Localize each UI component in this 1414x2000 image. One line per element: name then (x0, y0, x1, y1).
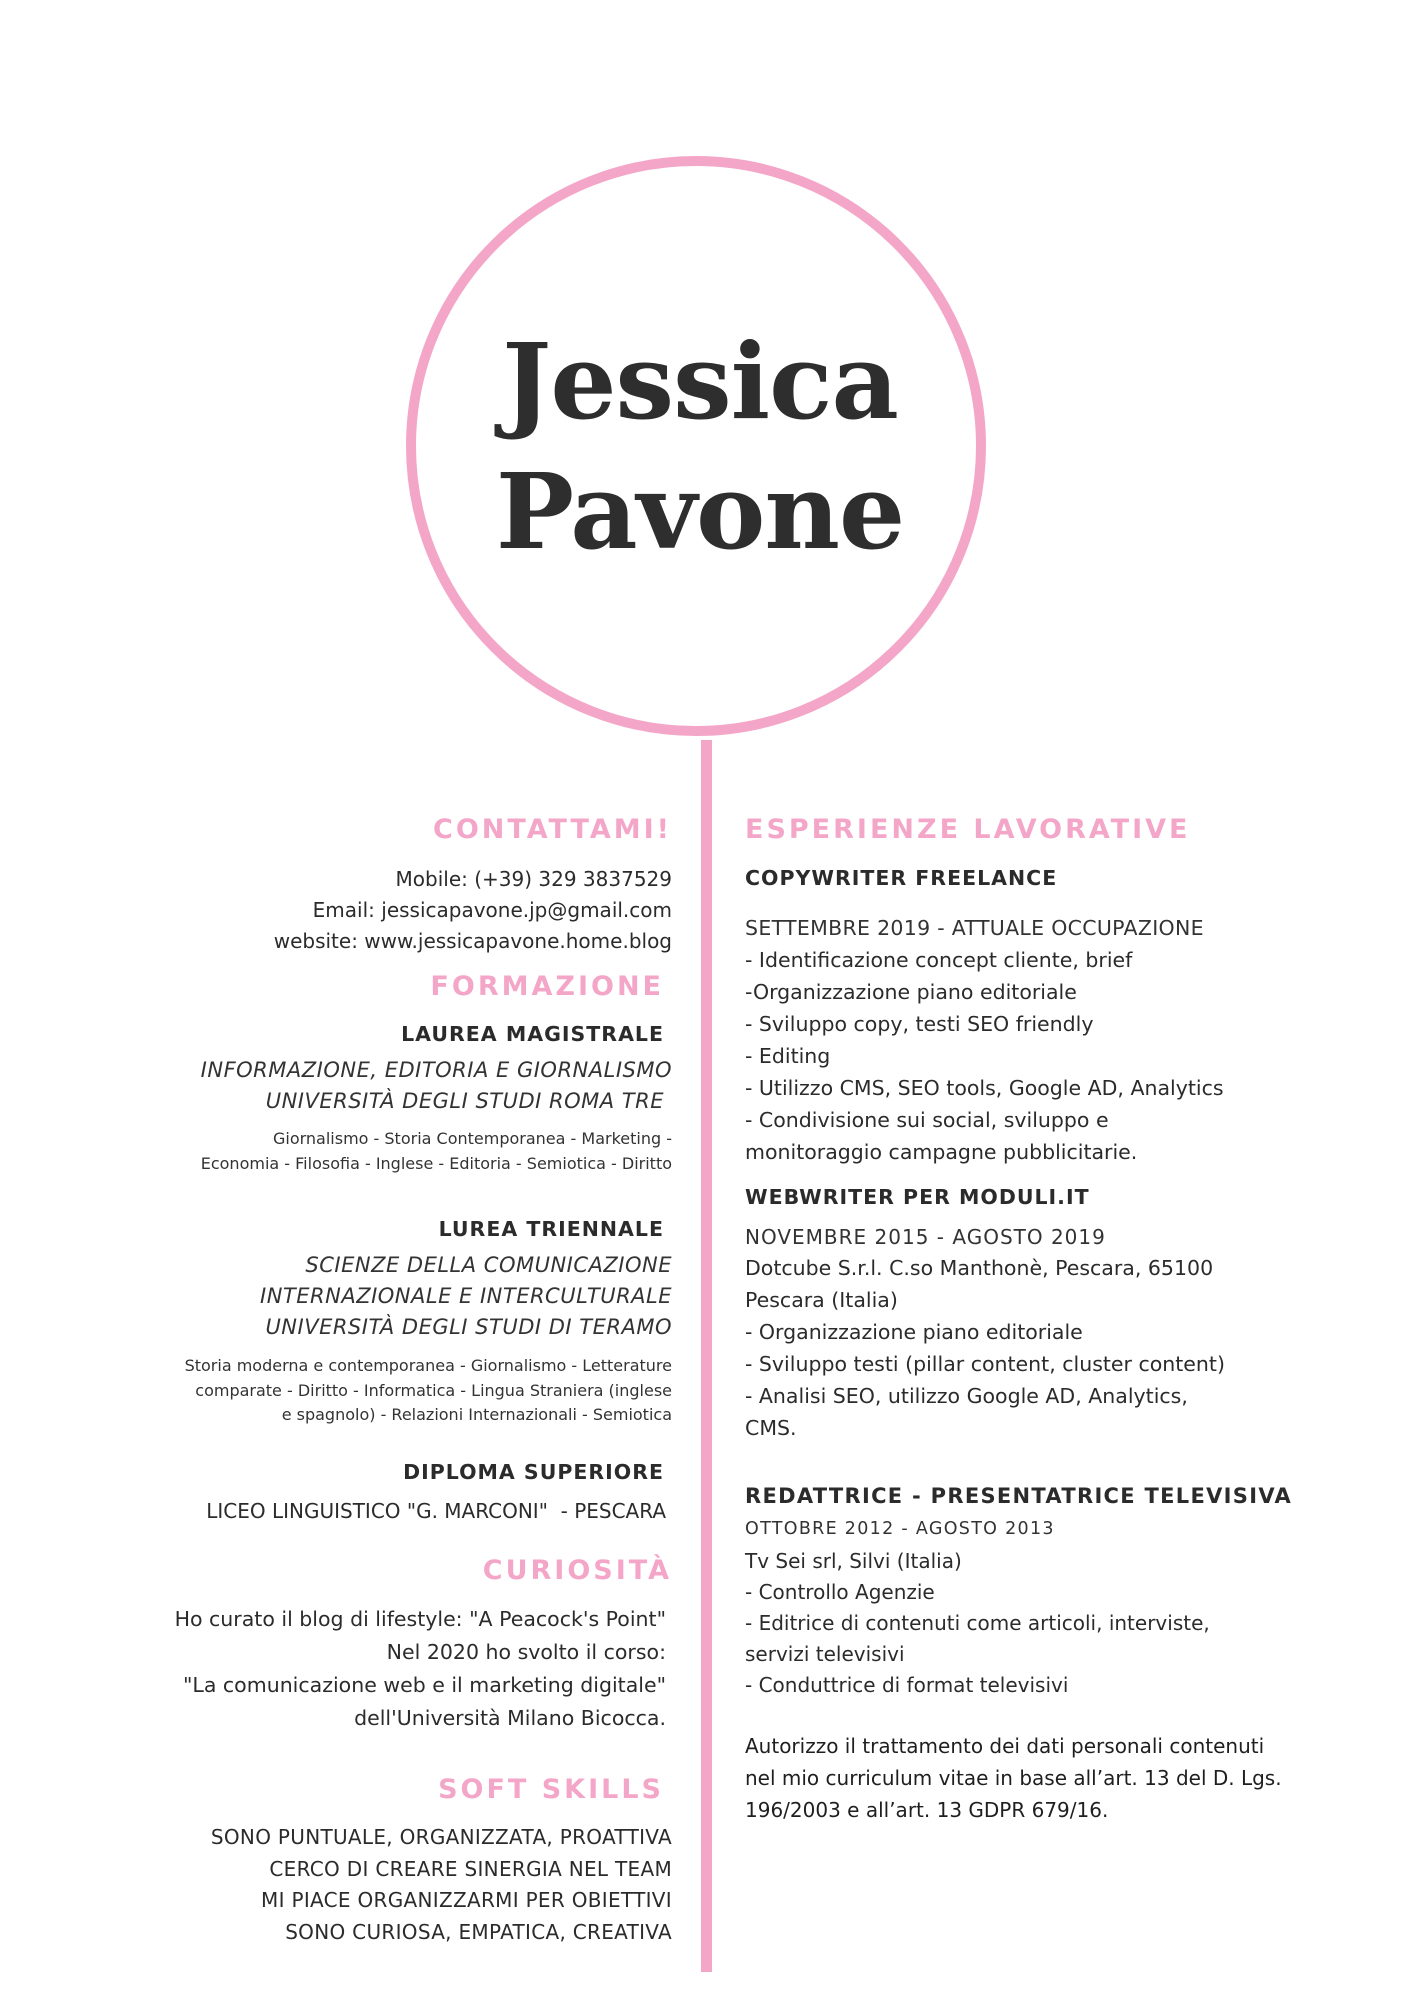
job-title-webwriter: WEBWRITER PER MODULI.IT (745, 1185, 1090, 1209)
job-duty-line: - Editing (745, 1044, 831, 1068)
job-duty-line: - Organizzazione piano editoriale (745, 1320, 1083, 1344)
privacy-line: Autorizzo il trattamento dei dati personali contenuti (745, 1734, 1265, 1758)
job-duty-line: - Analisi SEO, utilizzo Google AD, Analytics, (745, 1384, 1188, 1408)
diploma-title: DIPLOMA SUPERIORE (403, 1460, 664, 1484)
contact-details (150, 864, 672, 957)
subjects-line: Storia moderna e contemporanea - Giornalismo - Letterature (184, 1356, 672, 1375)
curiosity-line: "La comunicazione web e il marketing digitale" (182, 1673, 666, 1697)
soft-skill-line: MI PIACE ORGANIZZARMI PER OBIETTIVI (261, 1888, 672, 1912)
soft-skills-list (150, 1822, 672, 1948)
job-duty-line: CMS. (745, 1416, 797, 1440)
degree-subjects-triennale (150, 1354, 672, 1428)
curiosity-heading: CURIOSITÀ (482, 1555, 672, 1586)
job-duties-webwriter (745, 1252, 1305, 1444)
soft-skills-section (150, 1776, 664, 1803)
job-duties-copywriter (745, 944, 1305, 1168)
name-circle-frame (406, 156, 986, 736)
job-duty-line: Tv Sei srl, Silvi (Italia) (745, 1549, 962, 1573)
experience-heading: ESPERIENZE LAVORATIVE (745, 814, 1191, 845)
job-title-redattrice: REDATTRICE - PRESENTATRICE TELEVISIVA (745, 1484, 1293, 1508)
job-duty-line: - Utilizzo CMS, SEO tools, Google AD, Analytics (745, 1076, 1224, 1100)
curiosity-line: Nel 2020 ho svolto il corso: (386, 1640, 666, 1664)
soft-skill-line: SONO PUNTUALE, ORGANIZZATA, PROATTIVA (210, 1825, 672, 1849)
curiosity-line: dell'Università Milano Bicocca. (354, 1706, 666, 1730)
degree-program-line: INFORMAZIONE, EDITORIA E GIORNALISMO (200, 1058, 672, 1082)
curiosity-text (150, 1603, 666, 1735)
curiosity-section (150, 1557, 672, 1584)
job-duty-line: - Sviluppo copy, testi SEO friendly (745, 1012, 1094, 1036)
subjects-line: comparate - Diritto - Informatica - Lingua Straniera (inglese (195, 1380, 672, 1400)
job-period-copywriter: SETTEMBRE 2019 - ATTUALE OCCUPAZIONE (745, 916, 1204, 940)
soft-skills-heading: SOFT SKILLS (438, 1774, 664, 1805)
degree-university-line: UNIVERSITÀ DEGLI STUDI ROMA TRE (265, 1089, 664, 1113)
job-period-redattrice: OTTOBRE 2012 - AGOSTO 2013 (745, 1519, 1055, 1539)
degree-university-line: UNIVERSITÀ DEGLI STUDI DI TERAMO (265, 1315, 672, 1339)
education-section (150, 973, 664, 1000)
curiosity-line: Ho curato il blog di lifestyle: "A Peacock's Point" (174, 1607, 666, 1631)
job-duty-line: servizi televisivi (745, 1642, 905, 1666)
center-divider-line (701, 740, 712, 1972)
subjects-line: Economia - Filosofia - Inglese - Editoria - Semiotica - Diritto (200, 1153, 672, 1173)
job-duties-redattrice (745, 1546, 1305, 1701)
subjects-line: e spagnolo) - Relazioni Internazionali - Semiotica (281, 1405, 672, 1424)
contact-section (150, 816, 672, 843)
soft-skill-line: SONO CURIOSA, EMPATICA, CREATIVA (285, 1919, 672, 1944)
contact-website: website: www.jessicapavone.home.blog (273, 929, 672, 953)
contact-heading: CONTATTAMI! (433, 814, 672, 845)
degree-program-triennale (150, 1250, 672, 1343)
job-duty-line: - Identificazione concept cliente, brief (745, 948, 1133, 972)
job-title-copywriter: COPYWRITER FREELANCE (745, 866, 1058, 890)
degree-title-magistrale: LAUREA MAGISTRALE (401, 1022, 664, 1046)
job-duty-line: - Sviluppo testi (pillar content, cluster content) (745, 1352, 1225, 1376)
last-name: Pavone (495, 450, 905, 573)
job-period-webwriter: NOVEMBRE 2015 - AGOSTO 2019 (745, 1225, 1106, 1249)
contact-email: Email: jessicapavone.jp@gmail.com (312, 898, 672, 922)
privacy-line: 196/2003 e all’art. 13 GDPR 679/16. (745, 1798, 1109, 1822)
job-duty-line: - Controllo Agenzie (745, 1580, 935, 1604)
diploma-school: LICEO LINGUISTICO "G. MARCONI" - PESCARA (206, 1499, 666, 1523)
privacy-consent (745, 1730, 1305, 1826)
experience-section (745, 816, 1305, 843)
subjects-line: Giornalismo - Storia Contemporanea - Marketing - (272, 1129, 672, 1148)
education-heading: FORMAZIONE (430, 971, 664, 1002)
degree-program-line: SCIENZE DELLA COMUNICAZIONE (305, 1253, 672, 1277)
soft-skill-line: CERCO DI CREARE SINERGIA NEL TEAM (269, 1856, 672, 1881)
privacy-line: nel mio curriculum vitae in base all’art. 13 del D. Lgs. (745, 1766, 1282, 1790)
job-duty-line: Pescara (Italia) (745, 1288, 898, 1312)
degree-program-magistrale (150, 1055, 672, 1117)
job-duty-line: - Editrice di contenuti come articoli, interviste, (745, 1611, 1210, 1635)
job-duty-line: - Conduttrice di format televisivi (745, 1673, 1069, 1697)
degree-subjects-magistrale (150, 1127, 672, 1176)
job-duty-line: monitoraggio campagne pubblicitarie. (745, 1140, 1138, 1164)
contact-mobile: Mobile: (+39) 329 3837529 (395, 867, 672, 891)
degree-title-triennale: LUREA TRIENNALE (438, 1217, 664, 1241)
degree-program-line: INTERNAZIONALE E INTERCULTURALE (260, 1284, 672, 1308)
first-name: Jessica (502, 320, 898, 443)
job-duty-line: -Organizzazione piano editoriale (745, 980, 1077, 1004)
job-duty-line: Dotcube S.r.l. C.so Manthonè, Pescara, 65100 (745, 1256, 1214, 1280)
job-duty-line: - Condivisione sui social, sviluppo e (745, 1108, 1109, 1132)
